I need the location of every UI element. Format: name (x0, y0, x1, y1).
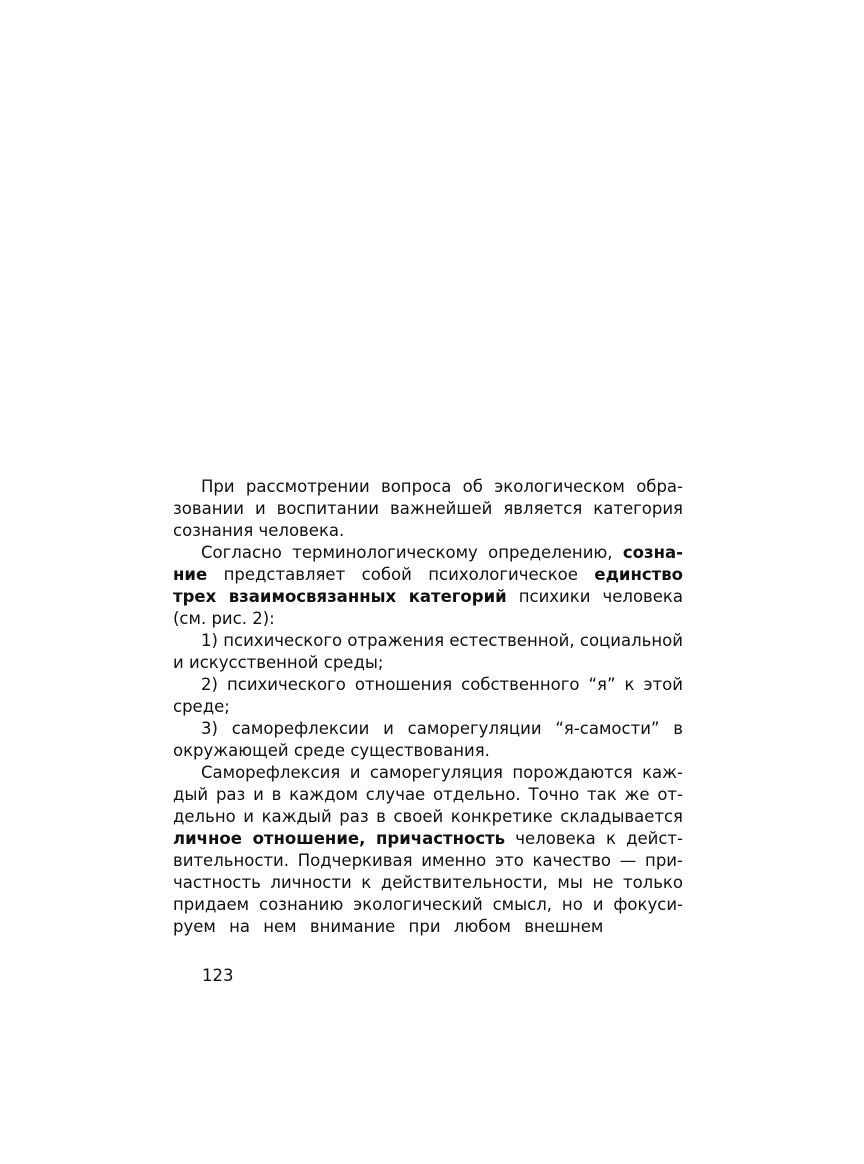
text-line: руем на нем внимание при любом внешнем (173, 917, 604, 936)
list-item-line: окружающей среде существования. (173, 741, 490, 760)
text-line (173, 564, 683, 586)
page-number: 123 (202, 966, 234, 985)
text-line (173, 542, 683, 564)
text-line: дельно и каждый раз в своей конкретике складывается (173, 807, 683, 826)
line-text: человека к дейст- (505, 829, 683, 848)
text-line (173, 586, 683, 608)
bold-term: ние (173, 565, 208, 584)
text-line: (см. рис. 2): (173, 609, 275, 628)
body-text (173, 476, 683, 938)
list-item-line: и искусственной среды; (173, 653, 384, 672)
bold-term: трех взаимосвязанных категорий (173, 587, 507, 606)
text-line: При рассмотрении вопроса об экологическом обра- (201, 477, 683, 496)
text-line (173, 828, 683, 850)
line-text: представляет собой психологическое (207, 565, 595, 584)
list-item-line: среде; (173, 697, 230, 716)
text-line: зовании и воспитании важнейшей является категория (173, 499, 683, 518)
text-line: сознания человека. (173, 521, 345, 540)
bold-term: единство (594, 565, 683, 584)
text-line: вительности. Подчеркивая именно это качество — при- (173, 851, 683, 870)
line-text: Согласно терминологическому определению, (201, 543, 623, 562)
text-line: Саморефлексия и саморегуляция порождаются каж- (201, 763, 683, 782)
bold-term: созна- (622, 543, 683, 562)
text-line: дый раз и в каждом случае отдельно. Точно так же от- (173, 785, 683, 804)
line-text: психики человека (506, 587, 683, 606)
list-item-line: 2) психического отношения собственного “я” к этой (201, 675, 683, 694)
text-line: частность личности к действительности, мы не только (173, 873, 683, 892)
list-item-line: 1) психического отражения естественной, социальной (201, 631, 683, 650)
bold-term: личное отношение, причастность (173, 829, 506, 848)
text-line: придаем сознанию экологический смысл, но и фокуси- (173, 895, 683, 914)
list-item-line: 3) саморефлексии и саморегуляции “я-самости” в (201, 719, 683, 738)
